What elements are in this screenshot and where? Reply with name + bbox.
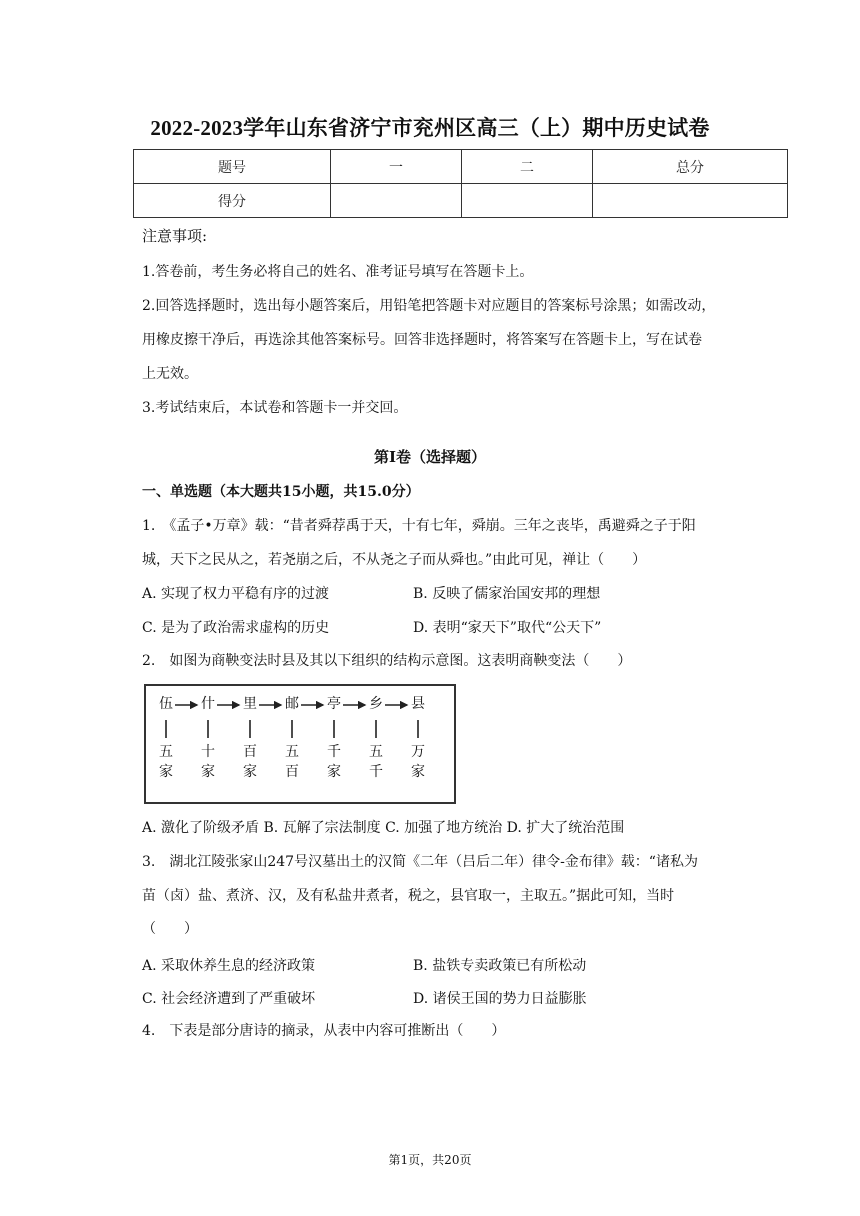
diagram-unit-size: 五千 <box>369 744 383 780</box>
notice-item: 用橡皮擦干净后，再选涂其他答案标号。回答非选择题时，将答案写在答题卡上，写在试卷 <box>142 332 702 348</box>
question-1-option-d: D. 表明“家天下”取代“公天下” <box>413 620 602 636</box>
score-cell <box>331 184 462 218</box>
notice-heading: 注意事项: <box>142 227 208 245</box>
part-heading: 一、单选题（本大题共15小题，共15.0分） <box>142 484 420 500</box>
question-3-option-b: B. 盐铁专卖政策已有所松动 <box>413 958 587 974</box>
question-2-line: 2. 如图为商鞅变法时县及其以下组织的结构示意图。这表明商鞅变法（ ） <box>142 653 632 669</box>
diagram-unit-size: 百家 <box>243 744 257 780</box>
diagram-unit: 邮 <box>285 696 299 712</box>
diagram-unit-size: 五家 <box>159 744 173 780</box>
score-header-cell: 题号 <box>134 150 331 184</box>
score-cell <box>593 184 788 218</box>
question-2-options: A. 激化了阶级矛盾 B. 瓦解了宗法制度 C. 加强了地方统治 D. 扩大了统治范围 <box>142 820 625 836</box>
section-title: 第I卷（选择题） <box>373 448 487 466</box>
question-1-option-b: B. 反映了儒家治国安邦的理想 <box>413 586 601 602</box>
diagram-unit-size: 十家 <box>201 744 215 780</box>
structure-diagram <box>146 686 454 802</box>
diagram-unit: 里 <box>243 696 257 712</box>
question-3-line: 苗（卤）盐、煮济、汉，及有私盐井煮者，税之，县官取一，主取五。”据此可知，当时 <box>142 888 675 904</box>
diagram-stems <box>166 720 418 738</box>
notice-item: 2.回答选择题时，选出每小题答案后，用铅笔把答题卡对应题目的答案标号涂黑；如需改动， <box>142 298 716 314</box>
diagram-unit-size: 千家 <box>327 744 341 780</box>
notice-item: 3.考试结束后，本试卷和答题卡一并交回。 <box>142 400 408 416</box>
score-cell <box>462 184 593 218</box>
notice-item: 上无效。 <box>142 366 198 382</box>
score-row-label: 得分 <box>134 184 331 218</box>
notice-item: 1.答卷前，考生务必将自己的姓名、准考证号填写在答题卡上。 <box>142 264 534 280</box>
diagram-unit: 亭 <box>327 696 341 712</box>
question-3-option-a: A. 采取休养生息的经济政策 <box>142 958 316 974</box>
question-3-option-d: D. 诸侯王国的势力日益膨胀 <box>413 991 587 1007</box>
diagram-unit: 乡 <box>369 696 383 712</box>
exam-title: 2022-2023学年山东省济宁市兖州区高三（上）期中历史试卷 <box>150 116 710 140</box>
page-footer: 第1页，共20页 <box>388 1153 472 1167</box>
question-1-line: 1. 《孟子•万章》载：“昔者舜荐禹于天，十有七年，舜崩。三年之丧毕，禹避舜之子于阳 <box>142 518 696 534</box>
question-1-option-c: C. 是为了政治需求虚构的历史 <box>142 620 330 636</box>
score-table-score-row <box>134 184 788 218</box>
diagram-unit: 什 <box>201 696 215 712</box>
score-table-header-row <box>134 150 788 184</box>
score-header-cell: 二 <box>462 150 593 184</box>
score-table <box>133 149 788 218</box>
question-3-line: （ ） <box>142 921 198 937</box>
diagram-unit: 伍 <box>159 696 173 712</box>
diagram-unit: 县 <box>411 696 425 712</box>
score-header-cell: 总分 <box>593 150 788 184</box>
question-1-line: 城，天下之民从之，若尧崩之后，不从尧之子而从舜也。”由此可见，禅让（ ） <box>142 552 647 568</box>
diagram-unit-size: 万家 <box>411 744 425 780</box>
question-3-option-c: C. 社会经济遭到了严重破坏 <box>142 991 316 1007</box>
score-header-cell: 一 <box>331 150 462 184</box>
question-4-line: 4. 下表是部分唐诗的摘录，从表中内容可推断出（ ） <box>142 1023 506 1039</box>
question-1-option-a: A. 实现了权力平稳有序的过渡 <box>142 586 330 602</box>
question-3-line: 3. 湖北江陵张家山247号汉墓出土的汉简《二年（吕后二年）律令-金布律》载：“诸私为 <box>142 854 698 870</box>
diagram-unit-size: 五百 <box>285 744 299 780</box>
shang-yang-structure-figure <box>144 684 456 804</box>
